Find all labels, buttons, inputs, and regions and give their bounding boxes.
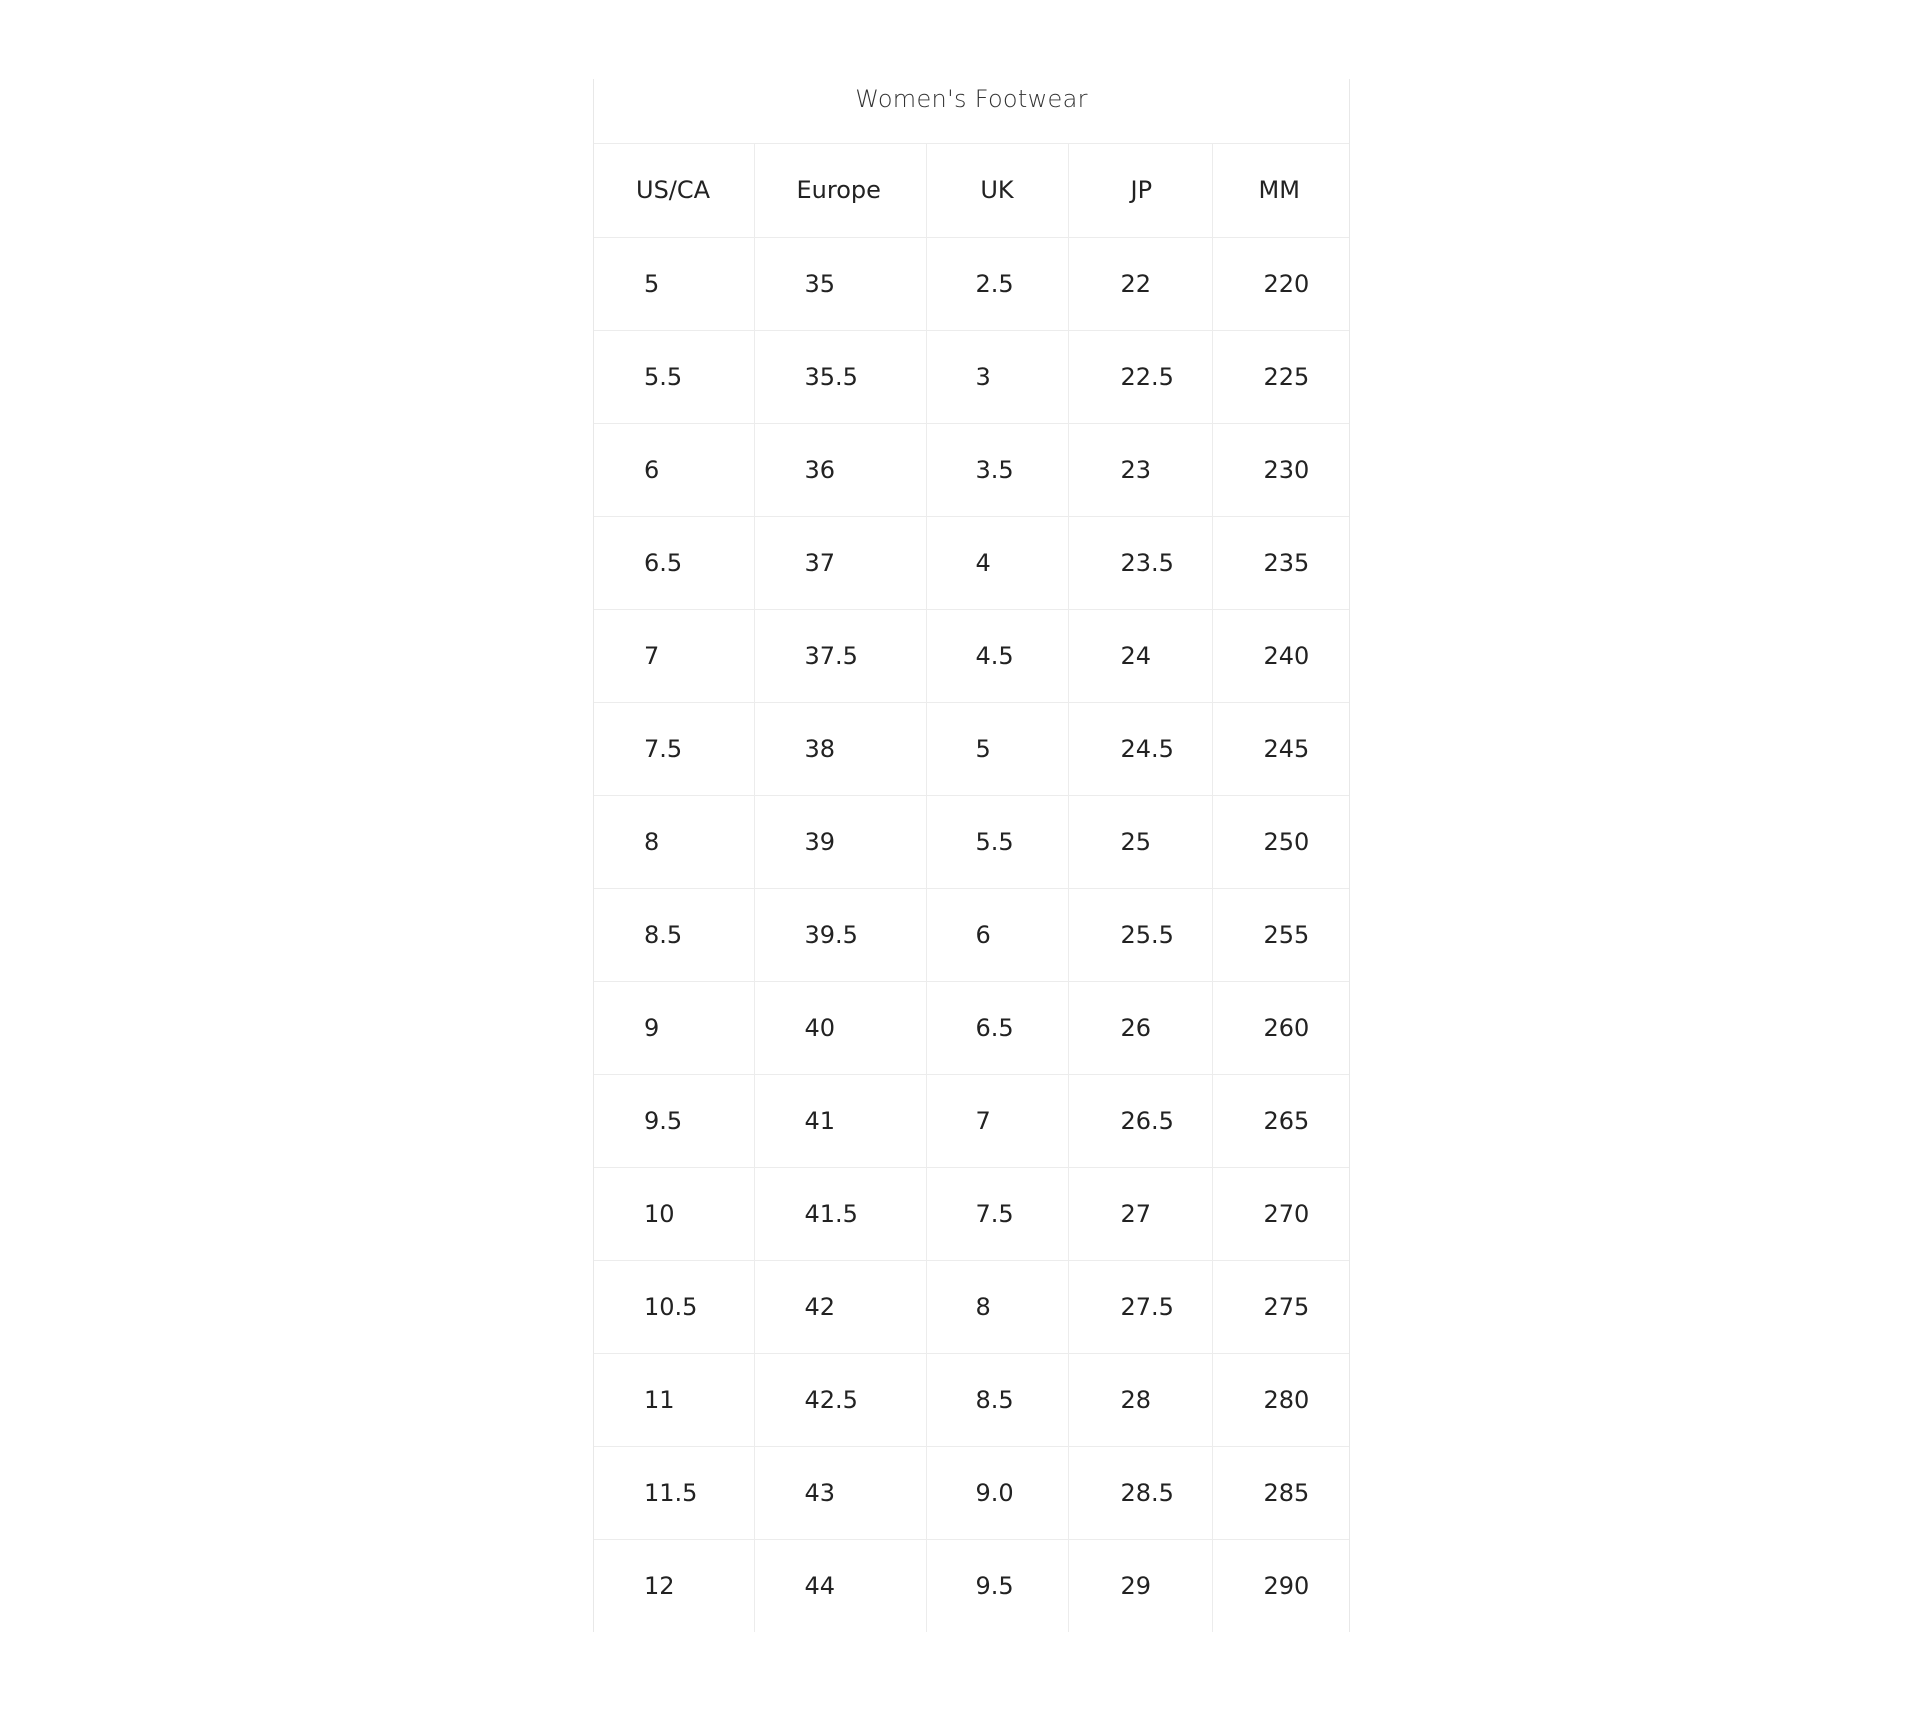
cell-jp: 27.5 [1068, 1260, 1212, 1353]
size-chart [593, 79, 1350, 1632]
cell-mm: 230 [1212, 423, 1349, 516]
table-row [594, 1260, 1349, 1353]
cell-europe: 38 [754, 702, 926, 795]
cell-europe: 40 [754, 981, 926, 1074]
cell-uk: 6 [926, 888, 1068, 981]
cell-mm: 255 [1212, 888, 1349, 981]
cell-europe: 42 [754, 1260, 926, 1353]
cell-us-ca: 9.5 [594, 1074, 754, 1167]
cell-jp: 29 [1068, 1539, 1212, 1632]
cell-europe: 39 [754, 795, 926, 888]
table-row [594, 1074, 1349, 1167]
cell-jp: 28.5 [1068, 1446, 1212, 1539]
cell-mm: 240 [1212, 609, 1349, 702]
cell-us-ca: 5 [594, 237, 754, 330]
cell-uk: 7 [926, 1074, 1068, 1167]
cell-us-ca: 12 [594, 1539, 754, 1632]
cell-us-ca: 6 [594, 423, 754, 516]
cell-uk: 2.5 [926, 237, 1068, 330]
table-header [594, 144, 1349, 237]
chart-title: Women's Footwear [594, 79, 1349, 144]
table-row [594, 981, 1349, 1074]
table-row [594, 1353, 1349, 1446]
cell-us-ca: 7 [594, 609, 754, 702]
cell-europe: 44 [754, 1539, 926, 1632]
table-row [594, 702, 1349, 795]
header-uk: UK [926, 144, 1068, 237]
cell-jp: 22 [1068, 237, 1212, 330]
cell-uk: 7.5 [926, 1167, 1068, 1260]
table-row [594, 330, 1349, 423]
cell-europe: 42.5 [754, 1353, 926, 1446]
size-table [594, 144, 1349, 1632]
cell-europe: 41.5 [754, 1167, 926, 1260]
header-us-ca: US/CA [594, 144, 754, 237]
cell-mm: 250 [1212, 795, 1349, 888]
cell-us-ca: 5.5 [594, 330, 754, 423]
cell-mm: 275 [1212, 1260, 1349, 1353]
cell-mm: 225 [1212, 330, 1349, 423]
cell-uk: 3 [926, 330, 1068, 423]
cell-uk: 9.5 [926, 1539, 1068, 1632]
cell-us-ca: 7.5 [594, 702, 754, 795]
cell-mm: 220 [1212, 237, 1349, 330]
header-jp: JP [1068, 144, 1212, 237]
cell-uk: 4 [926, 516, 1068, 609]
table-row [594, 1167, 1349, 1260]
cell-europe: 36 [754, 423, 926, 516]
table-row [594, 795, 1349, 888]
cell-jp: 28 [1068, 1353, 1212, 1446]
cell-us-ca: 11.5 [594, 1446, 754, 1539]
cell-europe: 37.5 [754, 609, 926, 702]
cell-us-ca: 11 [594, 1353, 754, 1446]
cell-us-ca: 9 [594, 981, 754, 1074]
table-body [594, 237, 1349, 1632]
cell-us-ca: 10.5 [594, 1260, 754, 1353]
cell-us-ca: 8.5 [594, 888, 754, 981]
cell-jp: 26.5 [1068, 1074, 1212, 1167]
cell-europe: 39.5 [754, 888, 926, 981]
cell-uk: 8 [926, 1260, 1068, 1353]
table-row [594, 1446, 1349, 1539]
table-row [594, 423, 1349, 516]
cell-jp: 24 [1068, 609, 1212, 702]
cell-us-ca: 10 [594, 1167, 754, 1260]
cell-jp: 25 [1068, 795, 1212, 888]
cell-mm: 270 [1212, 1167, 1349, 1260]
table-row [594, 888, 1349, 981]
header-europe: Europe [754, 144, 926, 237]
cell-europe: 41 [754, 1074, 926, 1167]
cell-jp: 24.5 [1068, 702, 1212, 795]
cell-jp: 23 [1068, 423, 1212, 516]
table-row [594, 516, 1349, 609]
cell-europe: 37 [754, 516, 926, 609]
cell-mm: 280 [1212, 1353, 1349, 1446]
cell-europe: 35 [754, 237, 926, 330]
cell-mm: 290 [1212, 1539, 1349, 1632]
cell-mm: 245 [1212, 702, 1349, 795]
cell-jp: 26 [1068, 981, 1212, 1074]
cell-mm: 235 [1212, 516, 1349, 609]
cell-europe: 35.5 [754, 330, 926, 423]
header-row [594, 144, 1349, 237]
cell-mm: 265 [1212, 1074, 1349, 1167]
cell-jp: 23.5 [1068, 516, 1212, 609]
cell-uk: 3.5 [926, 423, 1068, 516]
cell-europe: 43 [754, 1446, 926, 1539]
cell-uk: 5 [926, 702, 1068, 795]
cell-uk: 6.5 [926, 981, 1068, 1074]
cell-uk: 4.5 [926, 609, 1068, 702]
table-row [594, 1539, 1349, 1632]
cell-uk: 8.5 [926, 1353, 1068, 1446]
table-row [594, 237, 1349, 330]
cell-uk: 5.5 [926, 795, 1068, 888]
cell-jp: 25.5 [1068, 888, 1212, 981]
cell-jp: 22.5 [1068, 330, 1212, 423]
header-mm: MM [1258, 176, 1300, 205]
cell-mm: 260 [1212, 981, 1349, 1074]
table-row [594, 609, 1349, 702]
cell-us-ca: 6.5 [594, 516, 754, 609]
cell-jp: 27 [1068, 1167, 1212, 1260]
cell-uk: 9.0 [926, 1446, 1068, 1539]
cell-us-ca: 8 [594, 795, 754, 888]
cell-mm: 285 [1212, 1446, 1349, 1539]
